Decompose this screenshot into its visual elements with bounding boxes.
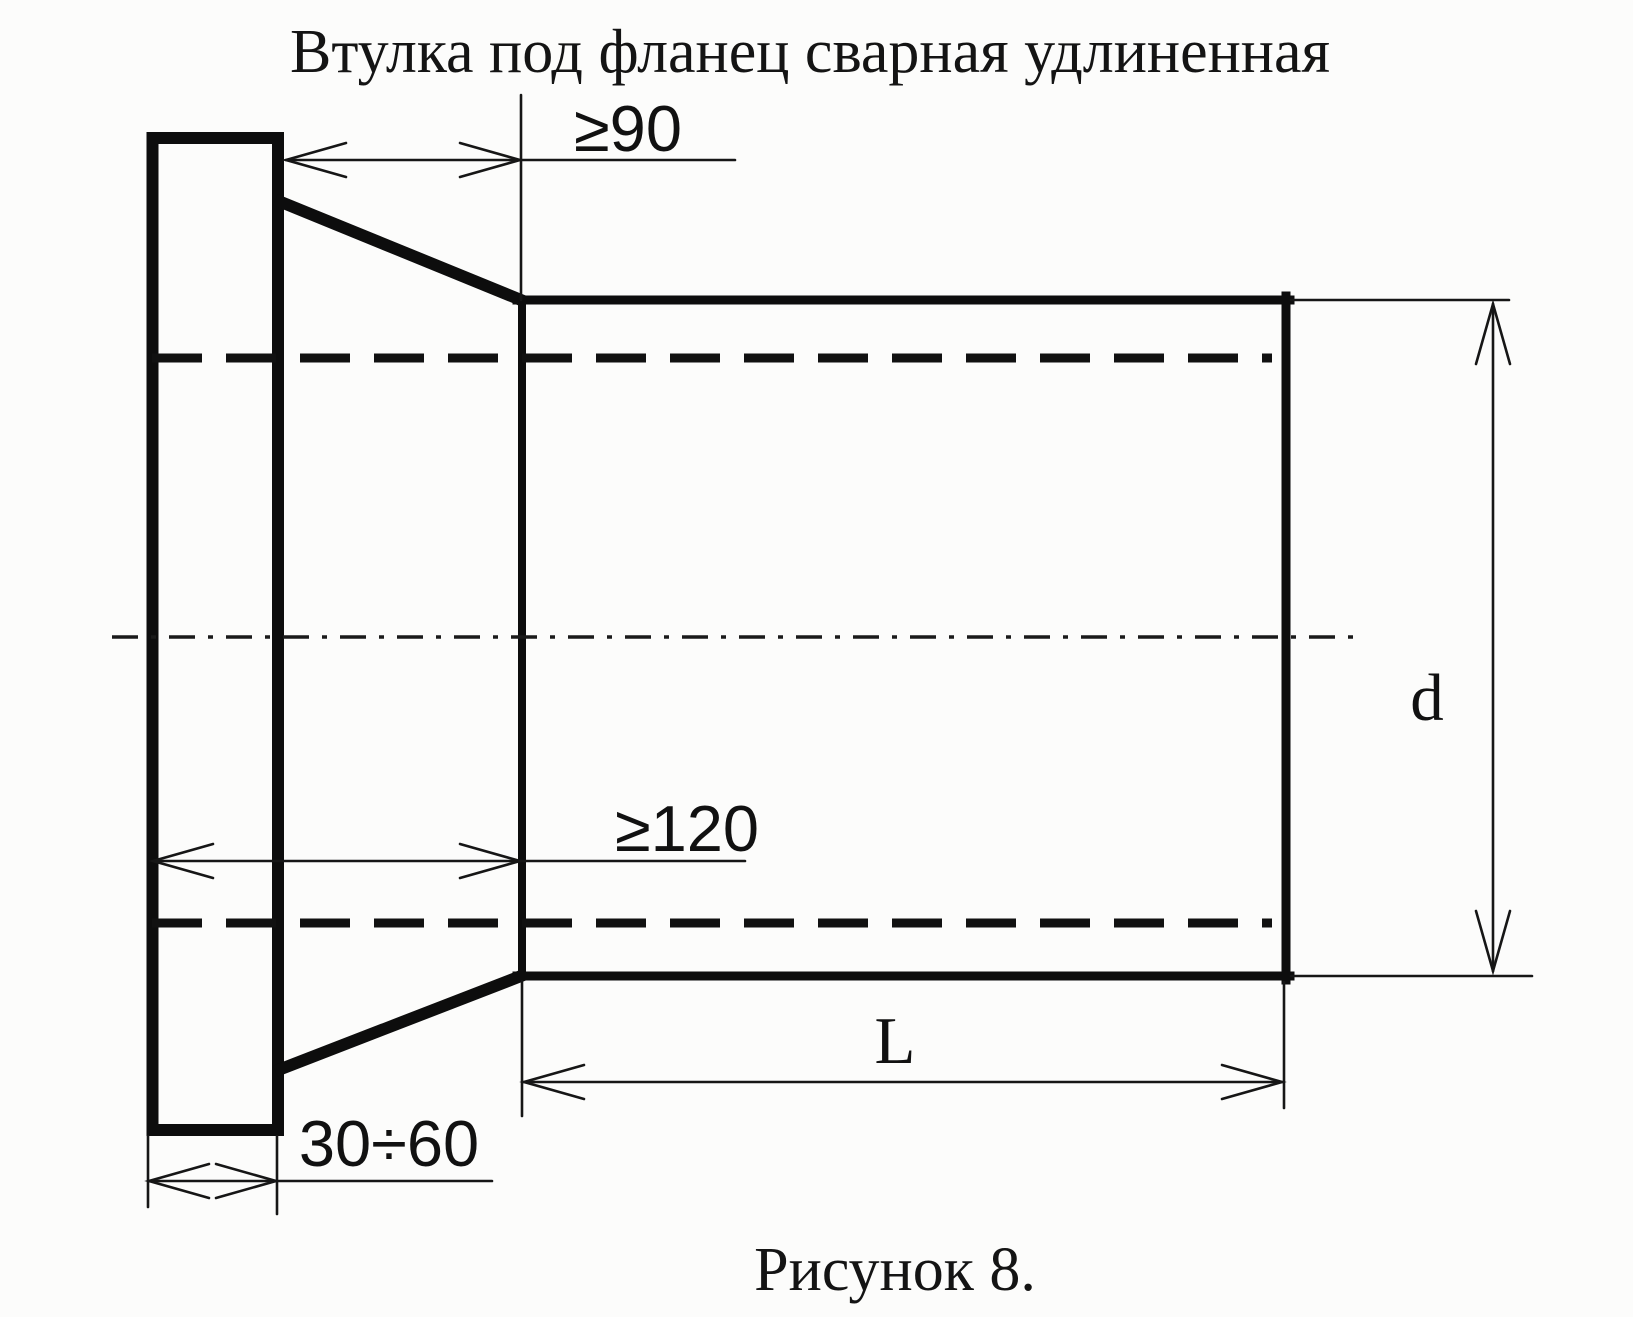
cone-top-edge — [281, 202, 521, 300]
dim-label-pipe-diameter: d — [1410, 661, 1444, 735]
dim-label-flange-to-pipe: ≥120 — [614, 792, 760, 865]
dim-weld-neck-length — [286, 92, 735, 300]
dim-label-flange-thickness: 30÷60 — [298, 1107, 480, 1180]
figure-caption: Рисунок 8. — [754, 1236, 1036, 1304]
dim-pipe-length — [522, 981, 1284, 1116]
part-outline — [153, 138, 1291, 1130]
figure-title: Втулка под фланец сварная удлиненная — [289, 18, 1331, 86]
dim-label-weld-neck: ≥90 — [574, 92, 682, 165]
cone-bottom-edge — [281, 976, 521, 1069]
flange-outline — [153, 138, 279, 1130]
dim-label-pipe-length: L — [874, 1004, 916, 1078]
